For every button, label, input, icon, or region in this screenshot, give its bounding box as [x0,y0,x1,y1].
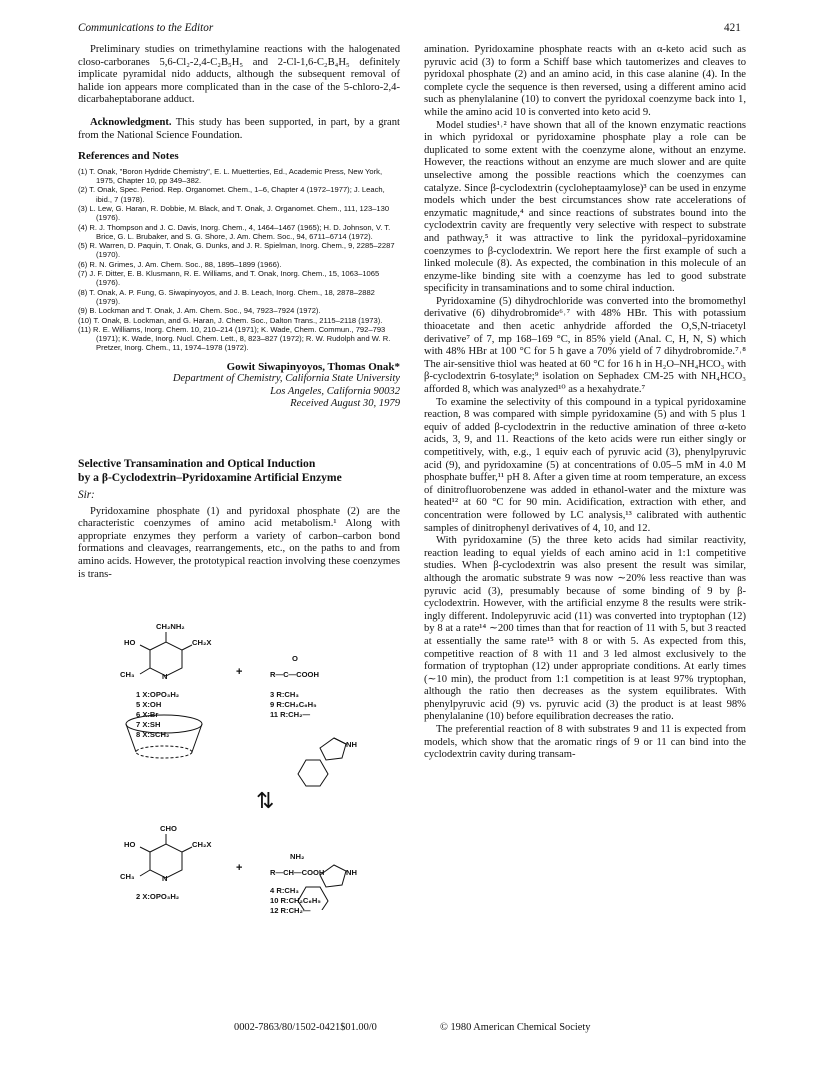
compound-label: 11 R:CH₂— [270,710,311,719]
ack-heading: Acknowledgment. [90,116,172,128]
keto-acid-formula: R—C—COOH [270,670,319,679]
title-line: Selective Transamination and Optical Induction [78,457,316,471]
compound-label: 1 X:OPO₃H₂ [136,690,180,699]
benzene-ring-top [298,760,328,786]
ring-nitrogen: N [162,672,168,681]
substituent-ch2x: CH₂X [192,638,212,647]
body-paragraph: Pyridoxamine phosphate (1) and pyridoxal phosphate (2) are the characteristic coenzymes of amino acid metabolism.¹ Along with appropriate enzymes they perform a variety of carbon–carbon bond formations and cleavages, rearrangements, etc., on the paths to and from amino acids. However, the prototypical reaction involving these coenzymes is trans- [78,505,400,580]
reference-item: (1) T. Onak, "Boron Hydride Chemistry", E. L. Muetterties, Ed., Academic Press, New York, 1975, Chapter 10, pp 349–382. [78,166,383,186]
reference-item: (2) T. Onak, Spec. Period. Rep. Organomet. Chem., 1–6, Chapter 4 (1972–1977); J. Leach, ibid., 7 (1978). [78,185,385,204]
keto-oxygen: O [292,654,298,663]
equilibrium-arrows: ⇅ [256,788,275,813]
running-header: Communications to the Editor [78,22,214,34]
pyridine-ring-bottom [150,844,182,878]
substituent-cho: CHO [160,824,177,833]
reaction-scheme [120,620,370,915]
received-date: Received August 30, 1979 [290,398,400,410]
body-paragraph: amination. Pyridoxamine phosphate reacts with an α-keto acid such as pyruvic acid (3) to form a Schiff base which tautomerizes and cleaves to pyridoxal phosphate (2) and an amino acid, in this case alanine (4). In the complete cycle the sequence is then reversed, using a different amino acid such as phenylalanine (10) to convert the pyridoxal coenzyme back into 1, while the amino acid 10 is converted into keto acid 9. [424,44,746,118]
body-paragraph: Model studies¹˒² have shown that all of the known enzymatic reactions in which pyridoxal or pyridoxamine phosphate play a role can be duplicated to some extent with the coenzyme alone, without an enzyme. However, the reactions without an enzyme are much slower and are quite unselective among the possible reactions which the coenzymes can catalyze. Since β-cyclodextrin (cycloheptaamylose)³ can be used in enzyme models which under the best circumstances show rate accelerations of enzymatic magnitude,⁴ and since reactions of substrates bound into the cyclodextrin cavity are frequently very selective with respect to substrate and pathway,⁵ it was attractive to link the pyridoxal–pyridoxamine coenzymes to β-cyclodextrin. We report here the first example of such a linked molecule (8). As expected, the combination in this molecule of an enzyme-like binding site with a coenzyme has led to good substrate specificity in transaminations and to some chiral induction. [424,119,746,295]
reference-item: (3) L. Lew, G. Haran, R. Dobbie, M. Black, and T. Onak, J. Organomet. Chem., 111, 123–130 (1976). [78,203,390,223]
footer-copyright: © 1980 American Chemical Society [440,1022,591,1033]
ack-text: This study has been supported, in part, by a grant from the National Science Foundation. [78,116,400,141]
reference-item: (6) R. N. Grimes, J. Am. Chem. Soc., 88, 1895–1899 (1966). [78,259,282,269]
substituent-ch2nh2: CH₂NH₂ [156,622,185,631]
indole-ring-top [320,738,346,760]
cyclodextrin-bottom [136,746,192,758]
reference-item: (7) J. F. Ditter, E. B. Klusmann, R. E. Williams, and T. Onak, Inorg. Chem., 15, 1063–1065 (1976). [78,269,380,288]
body-paragraph: To examine the selectivity of this compound in a typical pyridoxamine reaction, 8 was compared with simple pyridoxamine (5) and with 5 plus 1 equiv of added β-cyclodextrin in the reductive amination of three α-keto acids, 3, 9, and 11. Reactions of the keto acids were run either singly or competitively, with, e.g., 1 equiv each of pyruvic acid (3), phenylpyruvic acid (9), and pyridoxamine (5) at concentrations of 0.05–5 mM in 4.0 M phosphate buffer,¹¹ pH 8. After a given time at room temperature, an excess of dinitrofluorobenzene was added in ethanol-water and the mixture was heated¹² at 60 °C for 90 min. Acidification, extraction with ether, and concentration were followed by LC analysis,¹³ calibrated with authentic samples of dinitrophenyl derivatives of 4, 10, and 12. [424,396,746,534]
reference-item: (8) T. Onak, A. P. Fung, G. Siwapinyoyos, and J. B. Leach, Inorg. Chem., 18, 2878–2882 (1979). [78,287,375,306]
indole-nh: NH [346,740,357,749]
plus-sign: + [236,666,243,678]
substituent-ch3: CH₃ [120,872,135,881]
compound-label: 6 X:Br [136,710,159,719]
compound-label: 10 R:CH₂C₆H₅ [270,896,321,905]
author-names: Gowit Siwapinyoyos, Thomas Onak* [226,360,400,373]
ring-nitrogen: N [162,874,168,883]
title-line: by a β-Cyclodextrin–Pyridoxamine Artificial Enzyme [78,471,342,485]
signature-block [78,361,400,411]
references-heading: References and Notes [78,150,179,163]
reference-item: (5) R. Warren, D. Paquin, T. Onak, G. Dunks, and J. R. Spielman, Inorg. Chem., 9, 2285–2287 (1970). [78,241,395,260]
substituent-ho: HO [124,638,136,647]
amino-nh2: NH₂ [290,852,305,861]
plus-sign: + [236,862,243,874]
affiliation-dept: Department of Chemistry, California State University [172,373,400,385]
compound-label: 2 X:OPO₃H₂ [136,892,180,901]
intro-paragraph: Preliminary studies on trimethylamine reactions with the halogenated closo-carboranes 5,6-Cl₂-2,4-C₂B₅H₅ and 2-Cl-1,6-C₂B₄H₅ definitely implicate pyramidal nido adducts, although the subsequent removal of halide ion appears more complicated than in the case of the 5-chloro-2,4-dicarbaheptaborane adduct. [78,44,400,106]
compound-label: 4 R:CH₃ [270,886,299,895]
affiliation-city: Los Angeles, California 90032 [270,385,400,397]
compound-label: 7 X:SH [136,720,161,729]
compound-label: 9 R:CH₂C₆H₅ [270,700,317,709]
page-number: 421 [724,22,741,34]
salutation: Sir: [78,489,95,502]
compound-label: 8 X:SCH₂ [136,730,170,739]
left-column [78,44,400,581]
substituent-ho: HO [124,840,136,849]
reference-item: (10) T. Onak, B. Lockman, and G. Haran, J. Chem. Soc., Dalton Trans., 2115–2118 (1973). [78,315,383,325]
reference-item: (11) R. E. Williams, Inorg. Chem. 10, 210–214 (1971); K. Wade, Chem. Commun., 792–793 (1971); K. Wade, Inorg. Nucl. Chem. Lett., 8, 823–827 (1972); R. W. Rudolph and W. R. Pretzer, Inorg. Chem., 11, 1974–1978 (1972). [78,324,391,353]
pyridine-ring-top [150,642,182,676]
reference-item: (9) B. Lockman and T. Onak, J. Am. Chem. Soc., 94, 7923–7924 (1972). [78,306,321,316]
acknowledgment [78,117,400,142]
compound-label: 5 X:OH [136,700,162,709]
body-paragraph: The preferential reaction of 8 with substrates 9 and 11 is expected from models, which show that the aromatic rings of 9 or 11 can bind into the cyclodextrin cavity during transam- [424,724,746,761]
right-column [424,44,746,762]
substituent-ch3: CH₃ [120,670,135,679]
footer-code: 0002-7863/80/1502-0421$01.00/0 [234,1022,377,1033]
compound-label: 3 R:CH₃ [270,690,299,699]
amino-acid-formula: R—CH—COOH [270,868,325,877]
body-paragraph: With pyridoxamine (5) the three keto acids had similar reactivity, reaction leading to equal yields of each amino acid in 1:1 competitive studies. When β-cyclodextrin was also present the result was similar, although the aromatic substrate 9 was now ∼20% less reactive than was pyruvic acid (3), presumably because of some binding of 9 by β-cyclodextrin. However, with the artificial enzyme 8 the results were strikingly different. Indolepyruvic acid (11) was converted into tryptophan (12) by 8 at a rate¹⁴ ∼200 times than that for reaction of 11 with 5, but 3 reacted at essentially the same rate¹⁵ with 8 or with 5. As expected from this, competitive reaction of 8 with 11 and 3 led almost exclusively to the formation of tryptophan (12) under appropriate conditions. At early times (∼10 min), the product from 1:1 competition is at least 97% tryptophan, although the ratio then decreases as the system equilibrates. With phenylpyruvic acid (9) vs. pyruvic acid (3) the product is at least 98% phenylalanine (10) before equilibration decreases the ratio. [424,535,746,723]
substituent-ch2x: CH₂X [192,840,212,849]
article-title [78,457,400,485]
reference-item: (4) R. J. Thompson and J. C. Davis, Inorg. Chem., 4, 1464–1467 (1965); H. D. Johnson, V. T. Brice, G. L. Brubaker, and S. G. Shore, J. Am. Chem. Soc., 94, 6711–6714 (1972). [78,222,391,241]
body-paragraph: Pyridoxamine (5) dihydrochloride was converted into the bromomethyl derivative (6) dihydrobromide⁶˒⁷ with 48% HBr. This with potassium thioacetate and then acetic anhydride afforded the O,S,N-triacetyl derivative⁷ of 7, mp 168–169 °C, in 85% yield (Anal. C, H, N, S) which with 48% HBr at 100 °C for 5 h gave a 70% yield of 7 dihydrobromide.⁷˒⁸ The air-sensitive thiol was heated at 60 °C for 16 h in H₂O–NH₄HCO₃ with β-cyclodextrin 6-tosylate;⁹ isolation on Sephadex CM-25 with NH₄HCO₃ afforded 8, which was analyzed¹⁰ as a hexahydrate.⁷ [424,295,746,396]
reference-list [78,167,400,353]
scheme-drawing [120,620,370,910]
compound-label: 12 R:CH₂— [270,906,311,915]
indole-nh: NH [346,868,357,877]
